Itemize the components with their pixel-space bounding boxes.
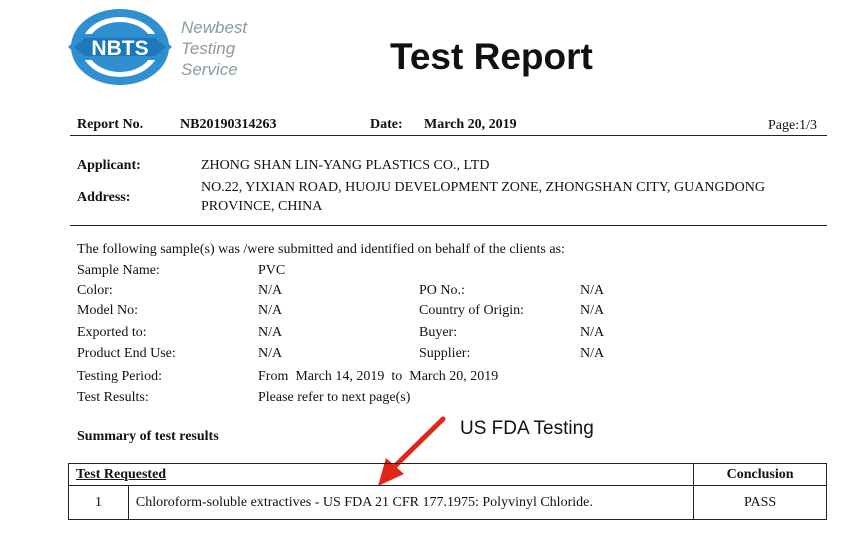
- col-conclusion: Conclusion: [694, 464, 827, 486]
- po-no-value: N/A: [580, 283, 605, 298]
- sample-name-value: PVC: [258, 263, 286, 278]
- product-end-use-value: N/A: [258, 346, 283, 361]
- logo-line-3: Service: [181, 60, 238, 79]
- model-no-label: Model No:: [77, 303, 139, 318]
- supplier-label: Supplier:: [419, 346, 471, 361]
- testing-period-label: Testing Period:: [77, 369, 162, 384]
- exported-to-value: N/A: [258, 325, 283, 340]
- color-label: Color:: [77, 283, 113, 298]
- row-conclusion: PASS: [694, 486, 827, 520]
- product-end-use-label: Product End Use:: [77, 346, 176, 361]
- country-of-origin-label: Country of Origin:: [419, 303, 524, 318]
- col-test-requested: Test Requested: [69, 464, 694, 486]
- address-label: Address:: [77, 190, 131, 205]
- address-line-2: PROVINCE, CHINA: [201, 199, 323, 214]
- logo-line-1: Newbest: [181, 18, 248, 37]
- summary-heading: Summary of test results: [77, 429, 219, 444]
- table-header-row: [69, 464, 827, 486]
- report-no-value: NB20190314263: [180, 117, 277, 132]
- buyer-label: Buyer:: [419, 325, 458, 340]
- header-rule: [70, 135, 827, 136]
- model-no-value: N/A: [258, 303, 283, 318]
- address-rule: [70, 225, 827, 226]
- color-value: N/A: [258, 283, 283, 298]
- row-number: 1: [69, 486, 129, 520]
- buyer-value: N/A: [580, 325, 605, 340]
- applicant-label: Applicant:: [77, 158, 141, 173]
- country-of-origin-value: N/A: [580, 303, 605, 318]
- intro-text: The following sample(s) was /were submitted and identified on behalf of the clients as:: [77, 242, 565, 257]
- page-number: Page:1/3: [768, 118, 817, 133]
- date-value: March 20, 2019: [424, 117, 517, 132]
- date-label: Date:: [370, 117, 403, 132]
- results-table: [68, 463, 827, 520]
- po-no-label: PO No.:: [419, 283, 465, 298]
- test-results-value: Please refer to next page(s): [258, 390, 411, 405]
- page-title: Test Report: [390, 36, 593, 77]
- testing-period-value: From March 14, 2019 to March 20, 2019: [258, 369, 499, 384]
- test-results-label: Test Results:: [77, 390, 149, 405]
- applicant-value: ZHONG SHAN LIN-YANG PLASTICS CO., LTD: [201, 158, 490, 173]
- exported-to-label: Exported to:: [77, 325, 147, 340]
- address-line-1: NO.22, YIXIAN ROAD, HUOJU DEVELOPMENT ZONE, ZHONGSHAN CITY, GUANGDONG: [201, 180, 765, 195]
- annotation-text: US FDA Testing: [460, 418, 594, 439]
- supplier-value: N/A: [580, 346, 605, 361]
- row-test: Chloroform-soluble extractives - US FDA 21 CFR 177.1975: Polyvinyl Chloride.: [128, 486, 693, 520]
- logo-mark: NBTS: [91, 37, 149, 60]
- table-row: [69, 486, 827, 520]
- report-no-label: Report No.: [77, 117, 144, 132]
- logo-line-2: Testing: [181, 39, 236, 58]
- sample-name-label: Sample Name:: [77, 263, 160, 278]
- nbts-logo: [68, 5, 172, 89]
